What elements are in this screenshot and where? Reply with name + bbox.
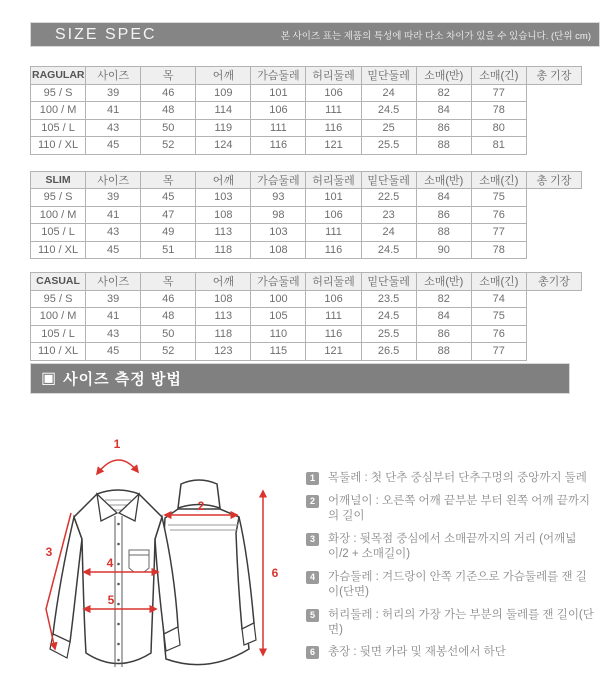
column-header: 소매(반) — [416, 67, 471, 85]
value-cell: 52 — [141, 343, 196, 361]
table-row — [31, 343, 582, 361]
value-cell: 116 — [251, 137, 306, 155]
table-row — [31, 119, 582, 137]
table-label: SLIM — [31, 171, 86, 189]
value-cell: 123 — [196, 343, 251, 361]
value-cell: 23.5 — [361, 290, 416, 308]
diagram-label-3: 3 — [45, 545, 53, 559]
value-cell: 110 — [251, 325, 306, 343]
value-cell: 116 — [306, 325, 361, 343]
legend-text: 허리둘레 : 허리의 가장 가는 부분의 둘레를 잰 길이(단면) — [328, 608, 594, 636]
value-cell: 26.5 — [361, 343, 416, 361]
value-cell: 25.5 — [361, 137, 416, 155]
legend-number-badge: 2 — [306, 495, 319, 508]
size-cell: 100 / M — [31, 206, 86, 224]
value-cell: 111 — [306, 102, 361, 120]
value-cell: 124 — [196, 137, 251, 155]
legend-number-badge: 3 — [306, 533, 319, 546]
diagram-label-4: 4 — [106, 556, 114, 570]
value-cell: 24.5 — [361, 241, 416, 259]
column-header: 사이즈 — [86, 171, 141, 189]
legend-item — [306, 532, 594, 562]
value-cell: 93 — [251, 189, 306, 207]
value-cell: 86 — [416, 325, 471, 343]
column-header: 밑단둘레 — [361, 273, 416, 291]
value-cell: 48 — [141, 102, 196, 120]
header-row — [31, 67, 582, 85]
value-cell: 25 — [361, 119, 416, 137]
table-row — [31, 325, 582, 343]
legend-number-badge: 6 — [306, 646, 319, 659]
shirt-measurement-diagram — [18, 421, 310, 698]
value-cell: 24.5 — [361, 102, 416, 120]
value-cell: 105 — [251, 308, 306, 326]
table-label: CASUAL — [31, 273, 86, 291]
column-header: 소매(긴) — [471, 273, 526, 291]
column-header: 목 — [141, 67, 196, 85]
diagram-label-5: 5 — [107, 593, 115, 607]
value-cell: 52 — [141, 137, 196, 155]
column-header: 밑단둘레 — [361, 171, 416, 189]
diagram-label-1: 1 — [113, 437, 121, 451]
size-table-slim — [30, 171, 582, 260]
value-cell: 118 — [196, 241, 251, 259]
value-cell: 39 — [86, 189, 141, 207]
value-cell: 22.5 — [361, 189, 416, 207]
value-cell: 84 — [416, 102, 471, 120]
value-cell: 77 — [471, 224, 526, 242]
value-cell: 84 — [416, 189, 471, 207]
size-table-casual — [30, 272, 582, 361]
value-cell: 43 — [86, 119, 141, 137]
table-row — [31, 308, 582, 326]
value-cell: 80 — [471, 119, 526, 137]
column-header: 소매(반) — [416, 273, 471, 291]
value-cell: 43 — [86, 325, 141, 343]
legend-item — [306, 494, 594, 524]
legend-number-badge: 4 — [306, 571, 319, 584]
value-cell: 24 — [361, 224, 416, 242]
table-label: RAGULAR — [31, 67, 86, 85]
column-header: 밑단둘레 — [361, 67, 416, 85]
legend-item — [306, 471, 594, 486]
value-cell: 111 — [251, 119, 306, 137]
value-cell: 109 — [196, 84, 251, 102]
column-header: 목 — [141, 171, 196, 189]
value-cell: 45 — [141, 189, 196, 207]
size-cell: 110 / XL — [31, 343, 86, 361]
column-header: 목 — [141, 273, 196, 291]
diagram-label-2: 2 — [197, 499, 205, 513]
value-cell: 24 — [361, 84, 416, 102]
column-header: 허리둘레 — [306, 67, 361, 85]
value-cell: 25.5 — [361, 325, 416, 343]
value-cell: 101 — [306, 189, 361, 207]
value-cell: 23 — [361, 206, 416, 224]
diagram-label-6: 6 — [271, 566, 279, 580]
value-cell: 24.5 — [361, 308, 416, 326]
column-header: 총 기장 — [526, 67, 581, 85]
table-row — [31, 189, 582, 207]
size-cell: 100 / M — [31, 102, 86, 120]
legend-item — [306, 570, 594, 600]
size-table-regular — [30, 66, 582, 155]
value-cell: 100 — [251, 290, 306, 308]
value-cell: 77 — [471, 343, 526, 361]
value-cell: 50 — [141, 325, 196, 343]
value-cell: 116 — [306, 241, 361, 259]
value-cell: 78 — [471, 241, 526, 259]
value-cell: 78 — [471, 102, 526, 120]
value-cell: 81 — [471, 137, 526, 155]
column-header: 사이즈 — [86, 67, 141, 85]
value-cell: 106 — [306, 84, 361, 102]
table-row — [31, 224, 582, 242]
square-icon: ▣ — [41, 369, 57, 387]
value-cell: 119 — [196, 119, 251, 137]
size-cell: 105 / L — [31, 224, 86, 242]
column-header: 총 기장 — [526, 171, 581, 189]
value-cell: 41 — [86, 206, 141, 224]
value-cell: 111 — [306, 224, 361, 242]
table-row — [31, 84, 582, 102]
size-cell: 95 / S — [31, 189, 86, 207]
legend-item — [306, 645, 594, 660]
value-cell: 118 — [196, 325, 251, 343]
value-cell: 82 — [416, 84, 471, 102]
chest-pocket — [129, 550, 149, 572]
value-cell: 47 — [141, 206, 196, 224]
measurement-legend — [306, 471, 594, 660]
measure-method-header-bar — [30, 363, 570, 394]
value-cell: 88 — [416, 224, 471, 242]
value-cell: 76 — [471, 325, 526, 343]
value-cell: 46 — [141, 84, 196, 102]
column-header: 어깨 — [196, 171, 251, 189]
value-cell: 86 — [416, 119, 471, 137]
legend-item — [306, 608, 594, 638]
value-cell: 77 — [471, 84, 526, 102]
value-cell: 45 — [86, 343, 141, 361]
value-cell: 88 — [416, 137, 471, 155]
value-cell: 106 — [306, 290, 361, 308]
value-cell: 45 — [86, 137, 141, 155]
value-cell: 76 — [471, 206, 526, 224]
value-cell: 39 — [86, 290, 141, 308]
value-cell: 106 — [306, 206, 361, 224]
size-cell: 110 / XL — [31, 241, 86, 259]
value-cell: 121 — [306, 343, 361, 361]
legend-text: 화장 : 뒷목점 중심에서 소매끝까지의 거리 (어깨넓이/2 + 소매길이) — [328, 532, 577, 560]
value-cell: 108 — [251, 241, 306, 259]
column-header: 허리둘레 — [306, 273, 361, 291]
value-cell: 39 — [86, 84, 141, 102]
table-row — [31, 206, 582, 224]
value-cell: 75 — [471, 308, 526, 326]
table-row — [31, 137, 582, 155]
size-cell: 95 / S — [31, 84, 86, 102]
legend-text: 어깨널이 : 오른쪽 어깨 끝부분 부터 왼쪽 어깨 끝까지의 길이 — [328, 494, 591, 522]
value-cell: 103 — [251, 224, 306, 242]
value-cell: 88 — [416, 343, 471, 361]
value-cell: 49 — [141, 224, 196, 242]
value-cell: 46 — [141, 290, 196, 308]
front-shirt-body — [74, 490, 162, 667]
value-cell: 113 — [196, 224, 251, 242]
header-row — [31, 273, 582, 291]
value-cell: 106 — [251, 102, 306, 120]
value-cell: 103 — [196, 189, 251, 207]
value-cell: 50 — [141, 119, 196, 137]
section-title: 사이즈 측정 방법 — [63, 371, 182, 388]
size-tables — [30, 66, 582, 377]
column-header: 소매(반) — [416, 171, 471, 189]
value-cell: 101 — [251, 84, 306, 102]
value-cell: 41 — [86, 102, 141, 120]
column-header: 가슴둘레 — [251, 273, 306, 291]
value-cell: 98 — [251, 206, 306, 224]
value-cell: 51 — [141, 241, 196, 259]
size-cell: 110 / XL — [31, 137, 86, 155]
column-header: 어깨 — [196, 273, 251, 291]
value-cell: 75 — [471, 189, 526, 207]
column-header: 가슴둘레 — [251, 171, 306, 189]
legend-number-badge: 1 — [306, 472, 319, 485]
column-header: 사이즈 — [86, 273, 141, 291]
size-cell: 105 / L — [31, 119, 86, 137]
legend-text: 목둘레 : 첫 단추 중심부터 단추구멍의 중앙까지 둘레 — [328, 472, 587, 484]
header-note: 본 사이즈 표는 제품의 특성에 따라 다소 차이가 있을 수 있습니다. (단위 cm) — [280, 30, 591, 42]
value-cell: 86 — [416, 206, 471, 224]
value-cell: 41 — [86, 308, 141, 326]
value-cell: 45 — [86, 241, 141, 259]
value-cell: 82 — [416, 290, 471, 308]
table-row — [31, 102, 582, 120]
column-header: 가슴둘레 — [251, 67, 306, 85]
value-cell: 114 — [196, 102, 251, 120]
value-cell: 43 — [86, 224, 141, 242]
column-header: 어깨 — [196, 67, 251, 85]
table-row — [31, 241, 582, 259]
value-cell: 84 — [416, 308, 471, 326]
column-header: 허리둘레 — [306, 171, 361, 189]
column-header: 소매(긴) — [471, 67, 526, 85]
column-header: 총기장 — [526, 273, 581, 291]
size-cell: 100 / M — [31, 308, 86, 326]
legend-text: 가슴둘레 : 겨드랑이 안쪽 기준으로 가슴둘레를 잰 길이(단면) — [328, 570, 587, 598]
value-cell: 108 — [196, 206, 251, 224]
value-cell: 113 — [196, 308, 251, 326]
legend-text: 총장 : 뒷면 카라 및 재봉선에서 하단 — [328, 646, 506, 659]
value-cell: 108 — [196, 290, 251, 308]
header-row — [31, 171, 582, 189]
size-cell: 105 / L — [31, 325, 86, 343]
value-cell: 90 — [416, 241, 471, 259]
value-cell: 121 — [306, 137, 361, 155]
value-cell: 111 — [306, 308, 361, 326]
value-cell: 116 — [306, 119, 361, 137]
value-cell: 48 — [141, 308, 196, 326]
value-cell: 74 — [471, 290, 526, 308]
page-title: SIZE SPEC — [55, 25, 157, 43]
legend-number-badge: 5 — [306, 609, 319, 622]
size-spec-header-bar — [30, 22, 600, 47]
size-cell: 95 / S — [31, 290, 86, 308]
column-header: 소매(긴) — [471, 171, 526, 189]
value-cell: 115 — [251, 343, 306, 361]
table-row — [31, 290, 582, 308]
